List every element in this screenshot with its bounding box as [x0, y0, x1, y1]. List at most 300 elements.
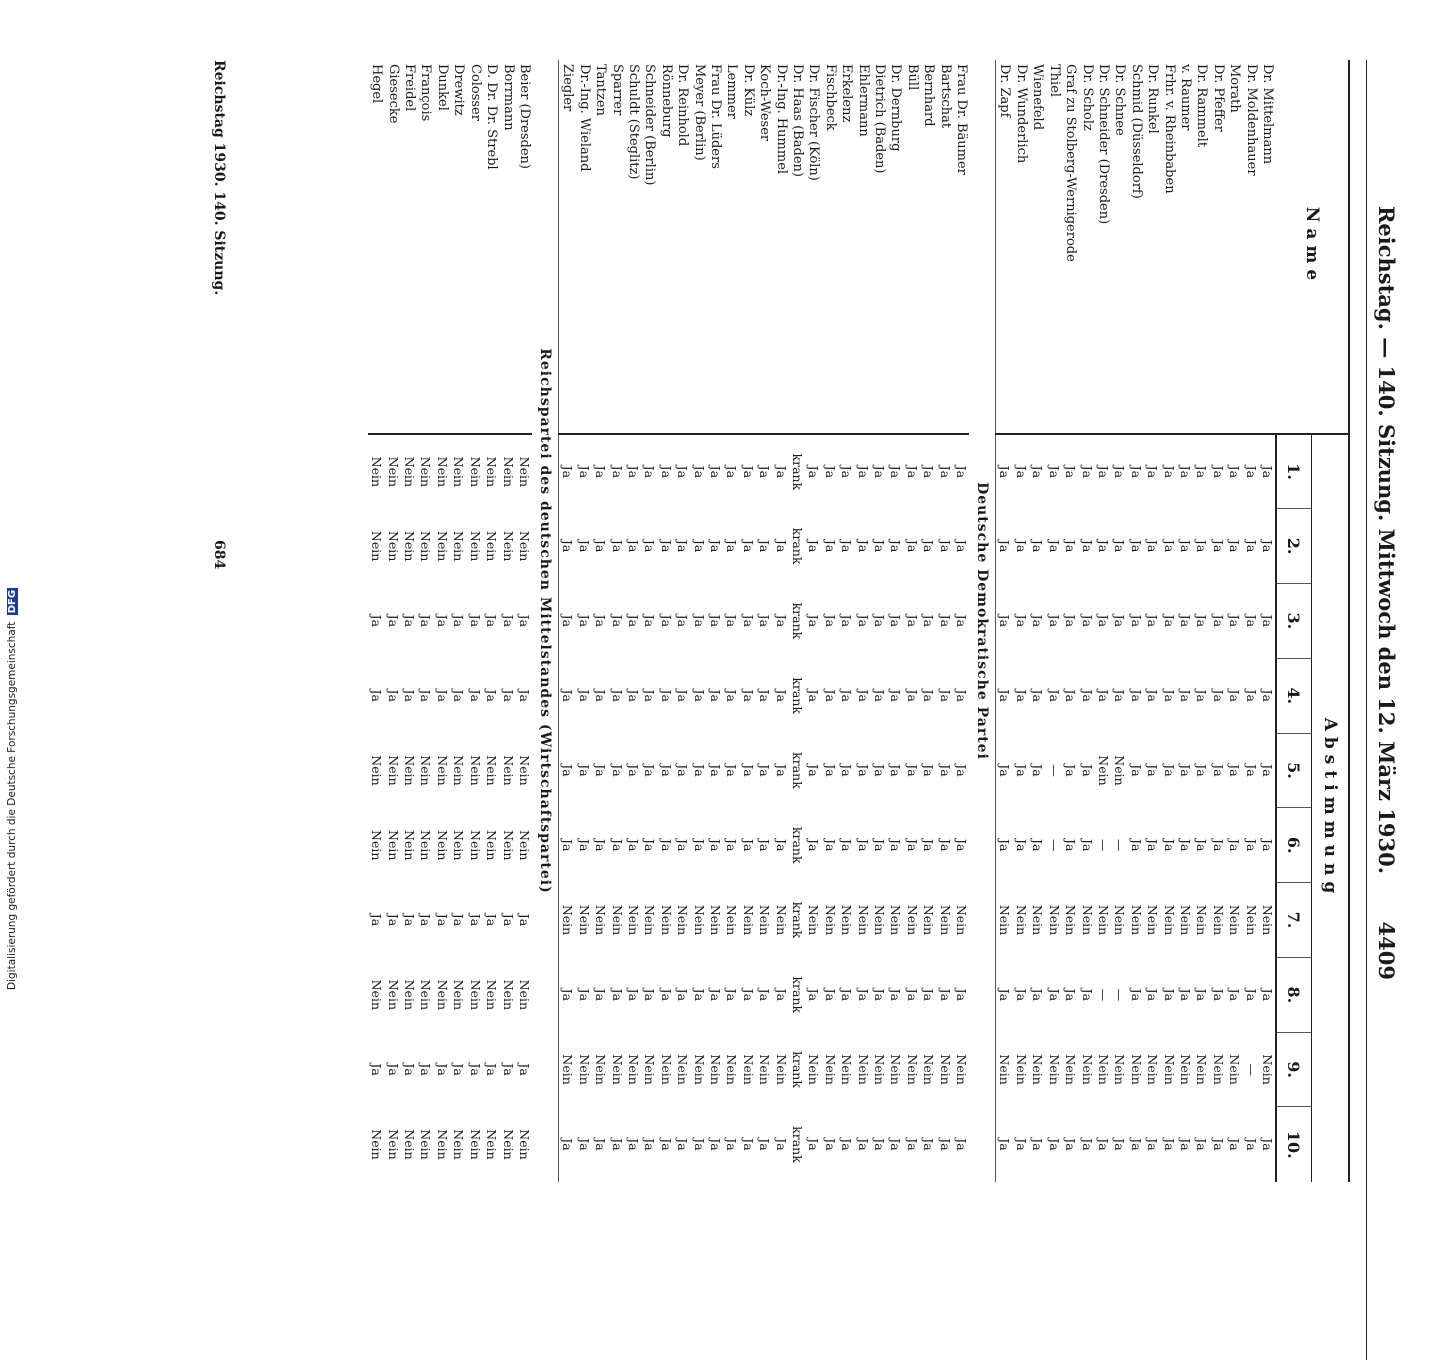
vote-cell: Ja [609, 988, 625, 1002]
vote-cell: Ja [484, 1063, 500, 1076]
vote-cell: Ja [1112, 539, 1128, 553]
member-name: Dr. Fischer (Köln) [805, 60, 821, 434]
vote-cell: Ja [675, 614, 691, 628]
vote-cell: Ja [1194, 689, 1210, 702]
vote-cell: krank [790, 1051, 806, 1088]
vote-cell: Ja [1030, 539, 1046, 553]
vote-cell: Ja [467, 614, 483, 628]
vote-cell: Ja [1177, 1138, 1193, 1151]
member-name: Dr. Scholz [1078, 60, 1094, 434]
vote-cell: Ja [740, 539, 756, 553]
vote-cell: Ja [904, 465, 920, 479]
vote-cell: Ja [1260, 465, 1275, 479]
vote-cell: Nein [724, 904, 740, 936]
vote-cell: Ja [954, 689, 970, 702]
vote-cell: Ja [1095, 539, 1111, 553]
vote-cell: Ja [675, 689, 691, 702]
vote-cell: Ja [1079, 465, 1095, 479]
vote-cell: Nein [434, 456, 450, 488]
vote-cell: Ja [724, 539, 740, 553]
vote-cell: Ja [757, 764, 773, 777]
vote-cell: Ja [418, 614, 434, 628]
member-name: Schneider (Berlin) [641, 60, 657, 434]
vote-cell: Ja [1063, 839, 1079, 852]
vote-cell: Nein [467, 1129, 483, 1160]
vote-cell: Ja [691, 539, 707, 553]
vote-cell: Nein [593, 904, 609, 936]
vote-cell: Ja [872, 1138, 888, 1151]
vote-cell: Ja [1243, 689, 1259, 702]
vote-cell: Nein [451, 979, 467, 1010]
member-name: Frhr. v. Rheinbaben [1160, 60, 1176, 434]
vote-cell: Nein [658, 904, 674, 936]
member-name: Dr. Schneider (Dresden) [1095, 60, 1111, 434]
vote-cell: Ja [1210, 988, 1226, 1002]
vote-cell: Ja [516, 689, 532, 702]
vote-cell: Ja [724, 988, 740, 1002]
vote-cell: Ja [576, 988, 592, 1002]
vote-cell: Ja [937, 614, 953, 628]
vote-cell: Ja [1013, 764, 1029, 777]
vote-cell: Ja [921, 689, 937, 702]
vote-cell: Ja [1030, 764, 1046, 777]
vote-cell: Nein [500, 979, 516, 1010]
vote-cell: Ja [1063, 539, 1079, 553]
vote-cell: Ja [724, 614, 740, 628]
vote-cell: Ja [1145, 839, 1161, 852]
vote-cell: — [1095, 839, 1111, 852]
vote-cell: Ja [1112, 465, 1128, 479]
vote-cell: Ja [402, 913, 418, 927]
vote-cell: Ja [740, 1138, 756, 1151]
vote-cell: Ja [625, 839, 641, 852]
vote-cell: Nein [904, 1054, 920, 1085]
vote-cell: Ja [1046, 689, 1062, 702]
vote-cell: Nein [560, 904, 576, 936]
member-name: Ziegler [558, 60, 575, 434]
vote-cell: Ja [560, 465, 576, 479]
vote-cell: Ja [757, 614, 773, 628]
vote-column-header: 8. [1276, 957, 1312, 1032]
vote-cell: Nein [418, 530, 434, 562]
member-name: Koch-Weser [756, 60, 772, 434]
vote-cell: Nein [888, 904, 904, 936]
vote-cell: Nein [451, 456, 467, 488]
vote-cell: Ja [839, 465, 855, 479]
vote-cell: Ja [708, 839, 723, 852]
vote-cell: Ja [434, 913, 450, 927]
vote-cell: Ja [642, 988, 658, 1002]
vote-cell: Ja [954, 839, 970, 852]
vote-cell: Ja [839, 539, 855, 553]
member-name: Ehlermann [854, 60, 870, 434]
vote-cell: Ja [1063, 1138, 1079, 1151]
member-name: Sparrer [608, 60, 624, 434]
vote-cell: Nein [516, 830, 532, 861]
vote-cell: Nein [921, 1054, 937, 1085]
vote-cell: Nein [1194, 904, 1210, 936]
vote-cell: Ja [675, 465, 691, 479]
member-name: Tantzen [592, 60, 608, 434]
vote-cell: Ja [937, 539, 953, 553]
vote-cell: Ja [1210, 465, 1226, 479]
vote-cell: Nein [1095, 904, 1111, 936]
vote-cell: Ja [385, 1063, 401, 1076]
vote-cell: Nein [954, 904, 970, 936]
table-row [1062, 60, 1078, 1182]
member-name: v. Raumer [1177, 60, 1193, 434]
vote-cell: Ja [576, 465, 592, 479]
vote-cell: Ja [642, 689, 658, 702]
vote-cell: Ja [593, 988, 609, 1002]
vote-cell: Ja [1177, 465, 1193, 479]
vote-cell: Ja [855, 614, 871, 628]
vote-column-header: 4. [1276, 658, 1312, 733]
table-row [1111, 60, 1127, 1182]
table-row [756, 60, 772, 1182]
vote-cell: Ja [1112, 689, 1128, 702]
vote-cell: Ja [576, 839, 592, 852]
vote-cell: Ja [369, 1063, 385, 1076]
vote-cell: Ja [1128, 764, 1144, 777]
vote-cell: Nein [385, 530, 401, 562]
vote-cell: Ja [576, 689, 592, 702]
vote-cell: Ja [773, 988, 789, 1002]
vote-cell: Nein [576, 1054, 592, 1085]
vote-cell: — [1046, 839, 1062, 852]
vote-cell: Ja [1227, 465, 1243, 479]
vote-cell: Nein [516, 456, 532, 488]
member-name: Dr. Moldenhauer [1242, 60, 1258, 434]
vote-cell: Nein [516, 530, 532, 562]
vote-cell: Nein [740, 904, 756, 936]
vote-cell: Ja [1063, 689, 1079, 702]
table-row [450, 60, 466, 1182]
vote-cell: Ja [1260, 614, 1275, 628]
table-row [936, 60, 952, 1182]
vote-cell: Nein [434, 979, 450, 1010]
vote-cell: Nein [921, 904, 937, 936]
vote-cell: Nein [937, 1054, 953, 1085]
member-name: Dr. Wunderlich [1013, 60, 1029, 434]
member-name: Colosser [466, 60, 482, 434]
vote-cell: Ja [1013, 1138, 1029, 1151]
vote-cell: Nein [872, 1054, 888, 1085]
vote-cell: Nein [757, 1054, 773, 1085]
member-name: Dr. Pfeffer [1209, 60, 1225, 434]
vote-cell: Ja [451, 1063, 467, 1076]
member-name: Morath [1226, 60, 1242, 434]
vote-cell: Ja [997, 689, 1013, 702]
vote-cell: Nein [888, 1054, 904, 1085]
table-row [723, 60, 739, 1182]
vote-cell: Ja [708, 988, 723, 1002]
vote-cell: Nein [1046, 904, 1062, 936]
vote-cell: Ja [740, 689, 756, 702]
party-heading: Deutsche Demokratische Partei [969, 60, 996, 1182]
vote-cell: Ja [921, 614, 937, 628]
vote-cell: Ja [1145, 689, 1161, 702]
vote-cell: Nein [642, 904, 658, 936]
vote-cell: Ja [773, 465, 789, 479]
vote-cell: Ja [806, 1138, 822, 1151]
vote-cell: Ja [1128, 839, 1144, 852]
vote-cell: Ja [642, 614, 658, 628]
vote-cell: Ja [724, 839, 740, 852]
vote-cell: Ja [451, 689, 467, 702]
vote-cell: Ja [675, 764, 691, 777]
vote-cell: Ja [1046, 988, 1062, 1002]
table-row [772, 60, 788, 1182]
vote-cell: Nein [1177, 904, 1193, 936]
vote-cell: Ja [806, 988, 822, 1002]
vote-cell: Nein [1095, 755, 1111, 786]
vote-cell: Ja [904, 614, 920, 628]
vote-cell: Ja [708, 539, 723, 553]
vote-cell: Ja [1260, 988, 1275, 1002]
vote-cell: Ja [467, 913, 483, 927]
vote-cell: Nein [369, 1129, 385, 1160]
vote-cell: Ja [593, 689, 609, 702]
vote-cell: Nein [822, 1054, 838, 1085]
vote-cell: Ja [708, 614, 723, 628]
vote-cell: Ja [1243, 764, 1259, 777]
vote-cell: Ja [1063, 764, 1079, 777]
vote-cell: Ja [1013, 839, 1029, 852]
table-row [1226, 60, 1242, 1182]
vote-cell: Nein [434, 830, 450, 861]
vote-cell: Nein [740, 1054, 756, 1085]
table-row [417, 60, 433, 1182]
vote-cell: Ja [625, 614, 641, 628]
vote-cell: Nein [1013, 904, 1029, 936]
vote-cell: Nein [484, 755, 500, 786]
vote-cell: Nein [1227, 904, 1243, 936]
vote-cell: Ja [822, 1138, 838, 1151]
vote-cell: Ja [1079, 539, 1095, 553]
vote-cell: Ja [888, 1138, 904, 1151]
vote-cell: Ja [1095, 614, 1111, 628]
vote-cell: Ja [625, 764, 641, 777]
vote-cell: Ja [675, 539, 691, 553]
vote-cell: Ja [1177, 614, 1193, 628]
vote-cell: Ja [1194, 465, 1210, 479]
vote-cell: Nein [369, 755, 385, 786]
table-row [674, 60, 690, 1182]
vote-column-header: 6. [1276, 808, 1312, 883]
vote-cell: Ja [1227, 689, 1243, 702]
vote-cell: Ja [484, 689, 500, 702]
table-row [499, 60, 515, 1182]
vote-cell: Ja [872, 764, 888, 777]
table-row [1160, 60, 1176, 1182]
vote-cell: Ja [1046, 539, 1062, 553]
vote-cell: krank [790, 901, 806, 939]
vote-cell: Ja [1161, 988, 1177, 1002]
member-name: Dunkel [434, 60, 450, 434]
vote-cell: Ja [385, 614, 401, 628]
vote-cell: Ja [888, 764, 904, 777]
vote-cell: Nein [997, 1054, 1013, 1085]
vote-cell: Ja [691, 839, 707, 852]
vote-cell: Ja [593, 764, 609, 777]
vote-cell: Ja [822, 614, 838, 628]
vote-cell: Ja [1161, 1138, 1177, 1151]
vote-cell: Ja [1013, 539, 1029, 553]
vote-cell: Ja [1194, 614, 1210, 628]
vote-cell: Ja [402, 1063, 418, 1076]
vote-cell: Nein [1177, 1054, 1193, 1085]
table-row [1193, 60, 1209, 1182]
vote-cell: Ja [855, 465, 871, 479]
vote-cell: Ja [724, 764, 740, 777]
party-heading: Reichspartei des deutschen Mittelstandes (Wirtschaftspartei) [532, 60, 559, 1182]
vote-cell: Ja [625, 988, 641, 1002]
vote-cell: Nein [402, 530, 418, 562]
vote-cell: Nein [385, 979, 401, 1010]
dfg-credit [6, 588, 18, 990]
vote-cell: Ja [609, 689, 625, 702]
vote-cell: Nein [658, 1054, 674, 1085]
vote-cell: Ja [1194, 988, 1210, 1002]
vote-cell: Ja [691, 988, 707, 1002]
member-name: Borrmann [499, 60, 515, 434]
vote-cell: Ja [839, 614, 855, 628]
vote-cell: Ja [1210, 1138, 1226, 1151]
vote-cell: Nein [1145, 1054, 1161, 1085]
vote-cell: Nein [402, 830, 418, 861]
vote-cell: Ja [467, 1063, 483, 1076]
vote-cell: Ja [658, 614, 674, 628]
vote-cell: Ja [757, 465, 773, 479]
vote-cell: Nein [560, 1054, 576, 1085]
table-row [1045, 60, 1061, 1182]
vote-cell: Ja [872, 614, 888, 628]
vote-cell: Ja [1079, 764, 1095, 777]
vote-cell: Ja [1128, 1138, 1144, 1151]
vote-cell: Ja [609, 764, 625, 777]
vote-cell: Ja [516, 913, 532, 927]
vote-cell: Ja [997, 465, 1013, 479]
vote-cell: Ja [451, 614, 467, 628]
vote-cell: Ja [1095, 689, 1111, 702]
vote-cell: Ja [516, 614, 532, 628]
vote-cell: Ja [1260, 839, 1275, 852]
vote-cell: Ja [1243, 465, 1259, 479]
vote-column-header: 3. [1276, 584, 1312, 659]
vote-cell: Ja [806, 764, 822, 777]
vote-cell: Ja [708, 689, 723, 702]
vote-cell: Ja [1243, 839, 1259, 852]
vote-cell: Nein [806, 904, 822, 936]
vote-cell: Ja [625, 465, 641, 479]
table-row [1209, 60, 1225, 1182]
vote-cell: Ja [500, 689, 516, 702]
vote-cell: Ja [822, 988, 838, 1002]
table-row [996, 60, 1013, 1182]
vote-cell: Ja [1030, 1138, 1046, 1151]
vote-cell: — [1095, 988, 1111, 1002]
table-row [657, 60, 673, 1182]
vote-cell: Ja [369, 913, 385, 927]
table-row [1144, 60, 1160, 1182]
member-name: Drewitz [450, 60, 466, 434]
vote-cell: Ja [1210, 539, 1226, 553]
vote-cell: Ja [997, 1138, 1013, 1151]
vote-cell: Ja [855, 689, 871, 702]
member-name: Dr. Mittelmann [1259, 60, 1276, 434]
vote-cell: Ja [708, 465, 723, 479]
vote-cell: Nein [467, 530, 483, 562]
table-row [1177, 60, 1193, 1182]
table-row [854, 60, 870, 1182]
vote-table-body [368, 60, 1276, 1182]
vote-cell: Nein [484, 830, 500, 861]
vote-cell: Nein [1030, 1054, 1046, 1085]
vote-cell: Ja [888, 539, 904, 553]
vote-cell: Ja [1030, 614, 1046, 628]
vote-cell: Nein [500, 755, 516, 786]
vote-cell: Nein [625, 1054, 641, 1085]
member-name: Dr. Runkel [1144, 60, 1160, 434]
vote-cell: Ja [1013, 465, 1029, 479]
vote-cell: Ja [997, 614, 1013, 628]
vote-cell: krank [790, 602, 806, 640]
table-row [707, 60, 723, 1182]
member-name: Büll [903, 60, 919, 434]
vote-cell: Ja [1128, 689, 1144, 702]
vote-cell: Nein [402, 1129, 418, 1160]
vote-cell: Ja [658, 689, 674, 702]
vote-cell: Ja [1079, 614, 1095, 628]
vote-cell: krank [790, 976, 806, 1014]
table-row [1095, 60, 1111, 1182]
vote-cell: Nein [806, 1054, 822, 1085]
vote-cell: Ja [418, 913, 434, 927]
vote-cell: Ja [1063, 988, 1079, 1002]
vote-cell: Ja [418, 689, 434, 702]
vote-cell: Nein [708, 1054, 723, 1085]
vote-cell: Nein [402, 979, 418, 1010]
vote-cell: Nein [609, 1054, 625, 1085]
table-row [641, 60, 657, 1182]
vote-cell: Nein [576, 904, 592, 936]
vote-cell: Ja [658, 764, 674, 777]
vote-cell: Ja [1128, 539, 1144, 553]
vote-cell: Ja [773, 839, 789, 852]
vote-cell: Nein [997, 904, 1013, 936]
vote-cell: Nein [1063, 904, 1079, 936]
vote-cell: Ja [773, 614, 789, 628]
vote-cell: Ja [1046, 1138, 1062, 1151]
vote-cell: Ja [1227, 614, 1243, 628]
vote-cell: Ja [1030, 988, 1046, 1002]
vote-cell: Ja [773, 539, 789, 553]
vote-cell: Ja [921, 988, 937, 1002]
vote-cell: Ja [839, 988, 855, 1002]
vote-cell: Ja [997, 539, 1013, 553]
party-heading-row [532, 60, 559, 1182]
vote-cell: Ja [740, 839, 756, 852]
vote-cell: Nein [500, 830, 516, 861]
page-footer [185, 60, 245, 1020]
vote-cell: Ja [691, 764, 707, 777]
vote-cell: Ja [997, 764, 1013, 777]
vote-cell: Nein [839, 1054, 855, 1085]
vote-cell: Ja [642, 539, 658, 553]
vote-cell: Ja [740, 988, 756, 1002]
vote-cell: Ja [921, 839, 937, 852]
